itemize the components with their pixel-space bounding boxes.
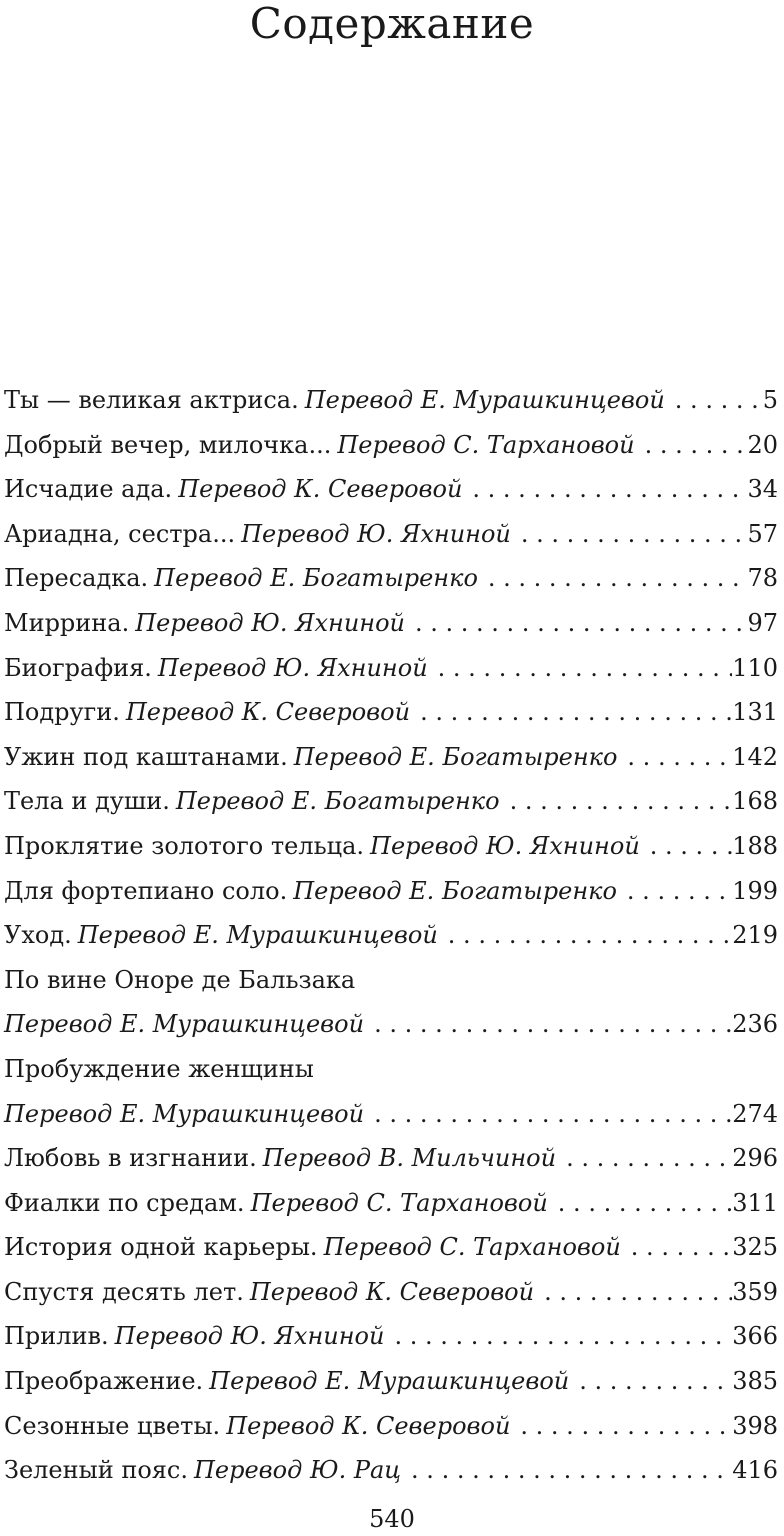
toc-entry-translator: Перевод К. Северовой [249,1277,535,1306]
toc-line [4,824,778,869]
toc-entry-translator: Перевод Е. Богатыренко [154,564,478,593]
toc-line [4,1181,778,1226]
toc-entry-page: 236 [732,1010,778,1039]
dot-leader [569,1359,732,1404]
dot-leader [364,1092,732,1137]
toc-entry-translator: Перевод Е. Богатыренко [293,742,618,771]
toc-entry-translator: Перевод К. Северовой [125,698,411,727]
toc-line [4,1404,778,1449]
toc-entry-page: 142 [732,742,778,771]
toc-entry-title: Добрый вечер, милочка... [4,430,332,459]
toc-line [4,601,778,646]
dot-leader [401,1448,732,1493]
toc-entry-translator: Перевод С. Тархановой [337,430,635,459]
toc-entry [4,512,778,557]
table-of-contents [4,378,778,1493]
dot-leader [428,646,733,691]
toc-entry-page: 20 [747,430,778,459]
toc-entry-title: Уход. [4,921,72,950]
toc-entry-page: 274 [732,1099,778,1128]
toc-entry-title: История одной карьеры. [4,1233,318,1262]
toc-entry-title: Проклятие золотого тельца. [4,831,365,860]
toc-entry-page: 296 [732,1144,778,1173]
toc-entry-title: Подруги. [4,698,120,727]
toc-entry-title: Биография. [4,653,152,682]
toc-entry [4,1359,778,1404]
toc-entry [4,467,778,512]
toc-entry-title: Пробуждение женщины [4,1054,314,1083]
toc-line [4,1047,778,1092]
toc-entry-title: Преображение. [4,1367,204,1396]
dot-leader [500,779,733,824]
toc-line [4,512,778,557]
toc-line [4,913,778,958]
toc-line [4,378,778,423]
toc-line [4,1314,778,1359]
dot-leader [617,735,732,780]
toc-entry-translator: Перевод В. Мильчиной [262,1144,557,1173]
toc-entry-translator: Перевод К. Северовой [226,1411,511,1440]
toc-line [4,779,778,824]
toc-entry-title: Ариадна, сестра... [4,519,236,548]
toc-entry [4,646,778,691]
toc-entry-page: 219 [732,921,778,950]
toc-entry [4,1225,778,1270]
toc-entry-translator: Перевод Е. Богатыренко [293,876,617,905]
toc-entry-title: Спустя десять лет. [4,1277,244,1306]
dot-leader [548,1181,732,1226]
toc-entry-page: 5 [762,386,778,414]
toc-entry-page: 416 [732,1456,778,1485]
toc-entry [4,824,778,869]
toc-entry-title: Сезонные цветы. [4,1411,221,1440]
toc-entry-page: 311 [732,1188,778,1217]
toc-entry [4,913,778,958]
toc-entry-page: 188 [732,831,778,860]
page-title: Содержание [249,0,535,48]
dot-leader [640,824,732,869]
toc-entry-translator: Перевод Е. Мурашкинцевой [77,921,438,950]
toc-line [4,556,778,601]
toc-entry [4,779,778,824]
toc-line [4,1092,778,1137]
toc-entry-translator: Перевод Ю. Яхниной [370,831,640,860]
toc-entry [4,1136,778,1181]
dot-leader [635,423,748,468]
toc-entry [4,601,778,646]
toc-entry [4,556,778,601]
toc-entry-title: Прилив. [4,1322,109,1351]
toc-entry-page: 110 [732,653,778,682]
toc-entry-page: 366 [732,1322,778,1351]
dot-leader [410,690,732,735]
toc-entry-title: Ты — великая актриса. [4,386,299,414]
toc-entry-title: Миррина. [4,608,130,637]
toc-entry-translator: Перевод С. Тархановой [250,1188,548,1217]
toc-entry-translator: Перевод К. Северовой [178,475,463,504]
dot-leader [665,378,763,423]
toc-entry-translator: Перевод Ю. Яхниной [241,519,511,548]
toc-entry-title: Для фортепиано соло. [4,876,288,905]
toc-entry-translator: Перевод Ю. Яхниной [114,1322,385,1351]
toc-entry [4,1404,778,1449]
dot-leader [384,1314,732,1359]
toc-entry-page: 359 [732,1277,778,1306]
toc-line [4,1270,778,1315]
toc-entry [4,1270,778,1315]
toc-entry-page: 199 [732,876,778,905]
toc-entry-title: Пересадка. [4,564,149,593]
dot-leader [556,1136,732,1181]
toc-entry-page: 131 [732,698,778,727]
toc-entry [4,1448,778,1493]
toc-line [4,1359,778,1404]
dot-leader [621,1225,732,1270]
page-number: 540 [369,1505,415,1533]
toc-entry [4,1314,778,1359]
toc-entry-translator: Перевод С. Тархановой [323,1233,621,1262]
toc-entry-title: Любовь в изгнании. [4,1144,257,1173]
toc-entry-translator: Перевод Е. Мурашкинцевой [304,386,665,414]
toc-entry-page: 34 [747,475,778,504]
toc-line [4,690,778,735]
toc-entry-translator: Перевод Ю. Рац [193,1456,402,1485]
toc-entry [4,690,778,735]
toc-entry-translator: Перевод Ю. Яхниной [135,608,405,637]
toc-entry-title: Исчадие ада. [4,475,173,504]
toc-entry-translator: Перевод Ю. Яхниной [157,653,428,682]
toc-entry-page: 57 [747,519,778,548]
dot-leader [511,512,748,557]
toc-line [4,1448,778,1493]
toc-entry-page: 78 [747,564,778,593]
toc-entry-translator: Перевод Е. Мурашкинцевой [4,1099,365,1128]
toc-line [4,1002,778,1047]
toc-entry [4,869,778,914]
toc-entry [4,423,778,468]
dot-leader [438,913,732,958]
toc-line [4,735,778,780]
toc-entry-page: 385 [732,1367,778,1396]
toc-entry-page: 97 [747,608,778,637]
toc-entry-title: Тела и души. [4,787,170,816]
toc-entry-title: Ужин под каштанами. [4,742,288,771]
toc-line [4,1136,778,1181]
toc-entry-page: 168 [732,787,778,816]
toc-entry [4,735,778,780]
toc-entry [4,1047,778,1136]
toc-line [4,646,778,691]
toc-entry-title: Фиалки по средам. [4,1188,245,1217]
toc-entry-translator: Перевод Е. Богатыренко [175,787,500,816]
toc-entry-translator: Перевод Е. Мурашкинцевой [209,1367,570,1396]
toc-entry [4,958,778,1047]
dot-leader [478,556,748,601]
toc-entry-page: 325 [732,1233,778,1262]
dot-leader [405,601,747,646]
toc-line [4,869,778,914]
dot-leader [510,1404,732,1449]
toc-entry [4,1181,778,1226]
dot-leader [534,1270,732,1315]
dot-leader [462,467,747,512]
toc-entry-translator: Перевод Е. Мурашкинцевой [4,1010,365,1039]
toc-entry [4,378,778,423]
toc-entry-page: 398 [732,1411,778,1440]
dot-leader [364,1002,732,1047]
dot-leader [617,869,732,914]
toc-entry-title: По вине Оноре де Бальзака [4,965,356,994]
toc-entry-title: Зеленый пояс. [4,1456,188,1485]
toc-line [4,423,778,468]
toc-line [4,958,778,1003]
toc-line [4,467,778,512]
toc-line [4,1225,778,1270]
